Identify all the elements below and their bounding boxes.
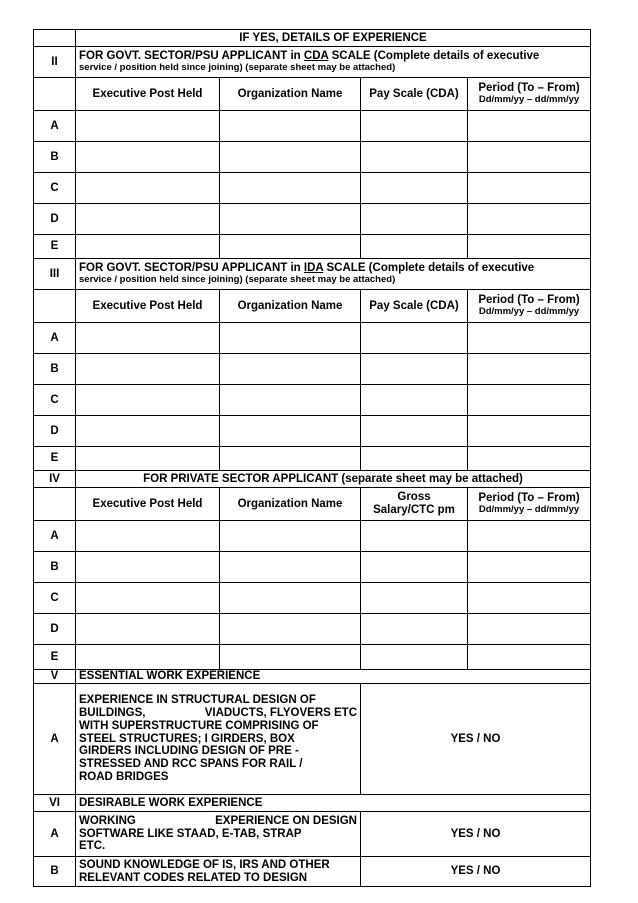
requirement-line: WITH SUPERSTRUCTURE COMPRISING OF (79, 719, 319, 732)
row-label: D (34, 614, 76, 645)
section_ii-title (76, 47, 591, 78)
entry-field[interactable] (361, 354, 468, 385)
requirement-text: BUILDINGS, (79, 706, 146, 719)
section_iii-header-row (34, 290, 591, 323)
section_ii-entry-row (34, 173, 591, 204)
entry-field[interactable] (468, 235, 591, 259)
row-label: E (34, 235, 76, 259)
period-header (468, 290, 591, 323)
requirement-line: SOFTWARE LIKE STAAD, E-TAB, STRAP (79, 827, 302, 840)
section_iii-entry-row (34, 447, 591, 471)
section-iv-entry-row (34, 552, 591, 583)
section-iv-number: IV (34, 471, 76, 488)
column-header: Executive Post Held (76, 78, 220, 111)
requirement-text: VIADUCTS, FLYOVERS ETC (204, 706, 357, 719)
entry-field[interactable] (76, 645, 220, 670)
row-label: D (34, 416, 76, 447)
entry-field[interactable] (361, 614, 468, 645)
entry-field[interactable] (361, 583, 468, 614)
entry-field[interactable] (220, 385, 361, 416)
section-iv-entry-row (34, 645, 591, 670)
section_ii-entry-row (34, 204, 591, 235)
column-header: Executive Post Held (76, 290, 220, 323)
entry-field[interactable] (361, 111, 468, 142)
entry-field[interactable] (220, 111, 361, 142)
entry-field[interactable] (220, 235, 361, 259)
section_ii-title-post: SCALE (Complete details of executive (328, 50, 540, 63)
requirement-line (79, 707, 357, 720)
section_ii-entry-row (34, 111, 591, 142)
entry-field[interactable] (220, 614, 361, 645)
section-iv-entry-row (34, 583, 591, 614)
entry-field[interactable] (468, 645, 591, 670)
empty-cell (34, 488, 76, 521)
entry-field[interactable] (468, 614, 591, 645)
entry-field[interactable] (76, 416, 220, 447)
entry-field[interactable] (76, 447, 220, 471)
entry-field[interactable] (361, 173, 468, 204)
entry-field[interactable] (361, 323, 468, 354)
requirement-line: EXPERIENCE IN STRUCTURAL DESIGN OF (79, 693, 316, 706)
entry-field[interactable] (361, 142, 468, 173)
entry-field[interactable] (220, 645, 361, 670)
section_ii-title-scale: CDA (303, 50, 329, 63)
entry-field[interactable] (220, 323, 361, 354)
section_iii-title (76, 259, 591, 290)
row-label: E (34, 447, 76, 471)
section_iii-title-pre: FOR GOVT. SECTOR/PSU APPLICANT in (79, 262, 304, 275)
entry-field[interactable] (468, 416, 591, 447)
entry-field[interactable] (76, 614, 220, 645)
item-label: A (34, 812, 76, 857)
section_iii-title-scale: IDA (303, 262, 324, 275)
column-header: Pay Scale (CDA) (361, 78, 468, 111)
section_ii-header-row (34, 78, 591, 111)
entry-field[interactable] (361, 385, 468, 416)
period-label: Period (To – From) (478, 294, 580, 307)
requirement-description (76, 857, 361, 887)
entry-field[interactable] (361, 235, 468, 259)
entry-field[interactable] (468, 521, 591, 552)
section-iv-title: FOR PRIVATE SECTOR APPLICANT (separate sheet may be attached) (76, 471, 591, 488)
row-label: E (34, 645, 76, 670)
entry-field[interactable] (361, 416, 468, 447)
period-header (468, 78, 591, 111)
row-label: A (34, 323, 76, 354)
section-v-number: V (34, 670, 76, 684)
entry-field[interactable] (361, 204, 468, 235)
entry-field[interactable] (220, 552, 361, 583)
requirement-line: STRESSED AND RCC SPANS FOR RAIL / (79, 758, 303, 771)
entry-field[interactable] (361, 447, 468, 471)
period-header (468, 488, 591, 521)
entry-field[interactable] (220, 204, 361, 235)
entry-field[interactable] (76, 323, 220, 354)
section_iii-subtitle: service / position held since joining) (separate sheet may be attached) (79, 274, 396, 286)
requirement-text: EXPERIENCE ON DESIGN (215, 814, 357, 827)
period-label: Period (To – From) (478, 82, 580, 95)
row-label: A (34, 111, 76, 142)
entry-field[interactable] (468, 173, 591, 204)
section-iv-entry-row (34, 614, 591, 645)
entry-field[interactable] (220, 416, 361, 447)
section_iii-title-row (34, 259, 591, 290)
yes-no-answer[interactable]: YES / NO (361, 857, 591, 887)
section-iv-title-row (34, 471, 591, 488)
entry-field[interactable] (76, 354, 220, 385)
entry-field[interactable] (361, 552, 468, 583)
top-heading-row (34, 30, 591, 47)
entry-field[interactable] (76, 552, 220, 583)
row-label: C (34, 385, 76, 416)
entry-field[interactable] (76, 204, 220, 235)
yes-no-answer[interactable]: YES / NO (361, 684, 591, 795)
section-vi-number: VI (34, 795, 76, 812)
entry-field[interactable] (361, 645, 468, 670)
entry-field[interactable] (76, 111, 220, 142)
entry-field[interactable] (468, 142, 591, 173)
row-label: C (34, 583, 76, 614)
section_iii-entry-row (34, 354, 591, 385)
entry-field[interactable] (76, 142, 220, 173)
section-vi-title-row (34, 795, 591, 812)
period-format: Dd/mm/yy – dd/mm/yy (478, 504, 580, 516)
entry-field[interactable] (468, 354, 591, 385)
section_ii-subtitle: service / position held since joining) (separate sheet may be attached) (79, 62, 396, 74)
entry-field[interactable] (220, 521, 361, 552)
row-label: C (34, 173, 76, 204)
entry-field[interactable] (468, 552, 591, 583)
salary-label: Salary/CTC pm (373, 504, 455, 516)
period-format: Dd/mm/yy – dd/mm/yy (478, 94, 580, 106)
section_iii-entry-row (34, 385, 591, 416)
entry-field[interactable] (468, 447, 591, 471)
section-v-title-row (34, 670, 591, 684)
section_iii-entry-row (34, 416, 591, 447)
section_ii-title-row (34, 47, 591, 78)
requirement-description (76, 684, 361, 795)
item-label: A (34, 684, 76, 795)
section_iii-entry-row (34, 323, 591, 354)
entry-field[interactable] (468, 583, 591, 614)
gross-label: Gross (397, 491, 431, 504)
period-label: Period (To – From) (478, 492, 580, 505)
entry-field[interactable] (76, 521, 220, 552)
entry-field[interactable] (468, 111, 591, 142)
column-header: Organization Name (220, 290, 361, 323)
section-v-title: ESSENTIAL WORK EXPERIENCE (76, 670, 591, 684)
requirement-line: ETC. (79, 840, 106, 853)
entry-field[interactable] (76, 235, 220, 259)
row-label: B (34, 142, 76, 173)
column-header: Organization Name (220, 78, 361, 111)
entry-field[interactable] (468, 385, 591, 416)
requirement-line: RELEVANT CODES RELATED TO DESIGN (79, 871, 308, 884)
period-format: Dd/mm/yy – dd/mm/yy (478, 306, 580, 318)
column-header: Executive Post Held (76, 488, 220, 521)
experience-form-table (33, 29, 591, 887)
entry-field[interactable] (361, 521, 468, 552)
entry-field[interactable] (220, 354, 361, 385)
entry-field[interactable] (220, 142, 361, 173)
top-heading: IF YES, DETAILS OF EXPERIENCE (76, 30, 591, 47)
form-body (34, 30, 591, 887)
column-header: Organization Name (220, 488, 361, 521)
section-vi-item-b-row (34, 857, 591, 887)
requirement-text: WORKING (79, 814, 136, 827)
requirement-line: SOUND KNOWLEDGE OF IS, IRS AND OTHER (79, 858, 330, 871)
section_ii-number: II (34, 47, 76, 78)
row-label: B (34, 552, 76, 583)
entry-field[interactable] (468, 323, 591, 354)
entry-field[interactable] (76, 583, 220, 614)
section-v-item-row (34, 684, 591, 795)
section_ii-title-pre: FOR GOVT. SECTOR/PSU APPLICANT in (79, 50, 304, 63)
row-label: B (34, 354, 76, 385)
entry-field[interactable] (220, 173, 361, 204)
requirement-line (79, 815, 357, 828)
entry-field[interactable] (220, 583, 361, 614)
entry-field[interactable] (76, 385, 220, 416)
section-iv-header-row (34, 488, 591, 521)
entry-field[interactable] (76, 173, 220, 204)
row-label: A (34, 521, 76, 552)
row-label: D (34, 204, 76, 235)
item-label: B (34, 857, 76, 887)
requirement-line: ROAD BRIDGES (79, 771, 169, 784)
section_ii-entry-row (34, 235, 591, 259)
yes-no-answer[interactable]: YES / NO (361, 812, 591, 857)
section_iii-title-post: SCALE (Complete details of executive (323, 262, 535, 275)
empty-cell (34, 78, 76, 111)
section-vi-title: DESIRABLE WORK EXPERIENCE (76, 795, 591, 812)
requirement-line: STEEL STRUCTURES; I GIRDERS, BOX (79, 732, 295, 745)
requirement-line: GIRDERS INCLUDING DESIGN OF PRE - (79, 745, 299, 758)
entry-field[interactable] (220, 447, 361, 471)
section-iv-entry-row (34, 521, 591, 552)
section_iii-number: III (34, 259, 76, 290)
section_ii-entry-row (34, 142, 591, 173)
section-vi-item-a-row (34, 812, 591, 857)
empty-cell (34, 290, 76, 323)
requirement-description (76, 812, 361, 857)
column-header: Pay Scale (CDA) (361, 290, 468, 323)
gross-salary-header (361, 488, 468, 521)
empty-cell (34, 30, 76, 47)
entry-field[interactable] (468, 204, 591, 235)
